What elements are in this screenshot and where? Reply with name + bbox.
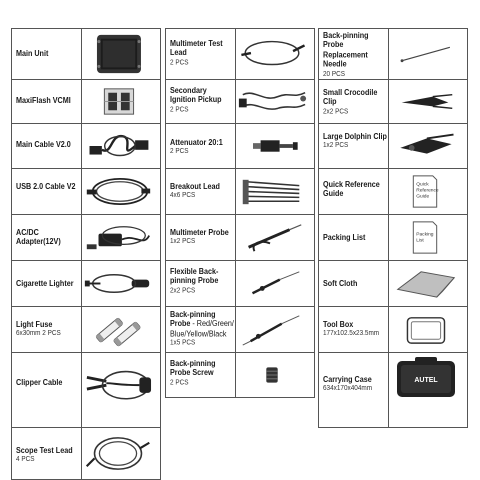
tool-box-icon bbox=[387, 310, 463, 349]
item-label: Breakout Lead 4x6 PCS bbox=[170, 182, 234, 201]
carrying-case-brand: AUTEL bbox=[414, 377, 438, 384]
item-label: Small Crocodile Clip 2x2 PCS bbox=[323, 88, 387, 117]
item-label: USB 2.0 Cable V2 bbox=[16, 180, 76, 192]
multimeter-lead-icon bbox=[234, 32, 310, 76]
item-maxiflash-vcmi bbox=[11, 79, 161, 124]
item-main-unit bbox=[11, 28, 161, 80]
item-quantity: 2x2 PCS bbox=[170, 286, 196, 295]
item-clipper-cable bbox=[11, 352, 161, 428]
power-adapter-icon bbox=[80, 218, 156, 257]
item-soft-cloth bbox=[318, 260, 468, 307]
packing-list-icon bbox=[387, 218, 463, 257]
item-quantity: 6x30mm 2 PCS bbox=[16, 329, 61, 338]
cloth-icon bbox=[387, 264, 463, 303]
item-label: AC/DC Adapter(12V) bbox=[16, 226, 61, 247]
vci-device-icon bbox=[80, 83, 156, 120]
multimeter-probe-icon bbox=[234, 218, 310, 257]
item-quantity: 1x5 PCS bbox=[170, 339, 196, 348]
breakout-lead-icon bbox=[234, 172, 310, 211]
tablet-icon bbox=[80, 32, 156, 76]
item-ac-dc-adapter bbox=[11, 214, 161, 261]
usb-cable-icon bbox=[80, 172, 156, 211]
item-label: MaxiFlash VCMI bbox=[16, 94, 71, 106]
item-large-dolphin-clip bbox=[318, 123, 468, 169]
item-label: Tool Box 177x102.5x23.5mm bbox=[323, 320, 393, 339]
item-secondary-ignition-pickup bbox=[165, 79, 315, 124]
item-label: Main Cable V2.0 bbox=[16, 138, 71, 150]
flexible-probe-icon bbox=[234, 264, 310, 303]
item-usb-cable bbox=[11, 168, 161, 215]
item-light-fuse bbox=[11, 306, 161, 353]
packing-list-text-2: List bbox=[416, 238, 424, 244]
item-flexible-backpin-probe bbox=[165, 260, 315, 307]
quick-guide-text-2: Reference bbox=[416, 188, 439, 194]
crocodile-clip-icon bbox=[387, 83, 463, 120]
item-quantity: 2 PCS bbox=[170, 378, 189, 387]
quick-guide-text-1: Quick bbox=[416, 182, 429, 188]
item-quantity: 4x6 PCS bbox=[170, 191, 196, 200]
packing-list-text-1: Packing bbox=[416, 232, 434, 238]
item-quantity: 2 PCS bbox=[170, 147, 189, 156]
item-label: Light Fuse 6x30mm 2 PCS bbox=[16, 320, 84, 339]
clipper-cable-icon bbox=[80, 356, 156, 424]
item-breakout-lead bbox=[165, 168, 315, 215]
dolphin-clip-icon bbox=[387, 127, 463, 165]
item-label: Multimeter Test Lead 2 PCS bbox=[170, 39, 234, 68]
item-quantity: 4 PCS bbox=[16, 455, 35, 464]
item-label: Main Unit bbox=[16, 47, 49, 59]
item-cigarette-lighter bbox=[11, 260, 161, 307]
cigarette-lighter-cable-icon bbox=[80, 264, 156, 303]
item-quantity: 20 PCS bbox=[323, 69, 346, 78]
item-label: Multimeter Probe 1x2 PCS bbox=[170, 228, 234, 247]
item-quantity: 1x2 PCS bbox=[323, 141, 349, 150]
item-quantity: 177x102.5x23.5mm bbox=[323, 329, 380, 338]
scope-lead-icon bbox=[80, 431, 156, 476]
item-packing-list bbox=[318, 214, 468, 261]
item-label: Secondary Ignition Pickup 2 PCS bbox=[170, 86, 234, 115]
item-tool-box bbox=[318, 306, 468, 353]
attenuator-icon bbox=[234, 127, 310, 165]
item-quantity: 2 PCS bbox=[170, 105, 189, 114]
quick-guide-icon bbox=[387, 172, 463, 211]
item-multimeter-probe bbox=[165, 214, 315, 261]
item-label: Quick Reference Guide bbox=[323, 178, 380, 199]
item-label: Attenuator 20:1 2 PCS bbox=[170, 138, 234, 157]
ignition-pickup-icon bbox=[234, 83, 310, 120]
item-label: Soft Cloth bbox=[323, 277, 358, 289]
item-label: Back-pinning Probe Screw 2 PCS bbox=[170, 359, 234, 388]
item-label: Flexible Back-pinning Probe 2x2 PCS bbox=[170, 267, 234, 296]
backpin-probe-icon bbox=[234, 310, 310, 349]
item-label: Carrying Case 634x170x404mm bbox=[323, 375, 393, 394]
item-backpin-probe bbox=[165, 306, 315, 353]
item-quick-reference-guide bbox=[318, 168, 468, 215]
item-quantity: 2 PCS bbox=[170, 58, 189, 67]
item-quantity: 1x2 PCS bbox=[170, 237, 196, 246]
item-multimeter-test-lead bbox=[165, 28, 315, 80]
item-main-cable bbox=[11, 123, 161, 169]
item-scope-test-lead bbox=[11, 427, 161, 480]
item-small-crocodile-clip bbox=[318, 79, 468, 124]
needle-icon bbox=[387, 32, 463, 76]
item-label: Scope Test Lead 4 PCS bbox=[16, 446, 80, 465]
probe-screw-icon bbox=[234, 356, 310, 394]
main-cable-icon bbox=[80, 127, 156, 165]
item-attenuator bbox=[165, 123, 315, 169]
item-label: Clipper Cable bbox=[16, 376, 63, 388]
item-label: Large Dolphin Clip 1x2 PCS bbox=[323, 130, 387, 150]
item-quantity: 2x2 PCS bbox=[323, 107, 349, 116]
carrying-case-icon bbox=[387, 355, 463, 401]
item-label: Cigarette Lighter bbox=[16, 277, 74, 289]
item-label: Back-pinning Probe Replacement Needle 20 PCS bbox=[323, 31, 387, 79]
item-backpin-probe-screw bbox=[165, 352, 315, 398]
item-label: Packing List bbox=[323, 231, 366, 243]
fuse-icon bbox=[80, 310, 156, 349]
item-carrying-case bbox=[318, 352, 468, 428]
quick-guide-text-3: Guide bbox=[416, 194, 430, 200]
item-label: Back-pinning Probe - Red/Green/ Blue/Yellow/Black 1x5 PCS bbox=[170, 308, 234, 348]
item-replacement-needle bbox=[318, 28, 468, 80]
item-quantity: 634x170x404mm bbox=[323, 384, 373, 393]
